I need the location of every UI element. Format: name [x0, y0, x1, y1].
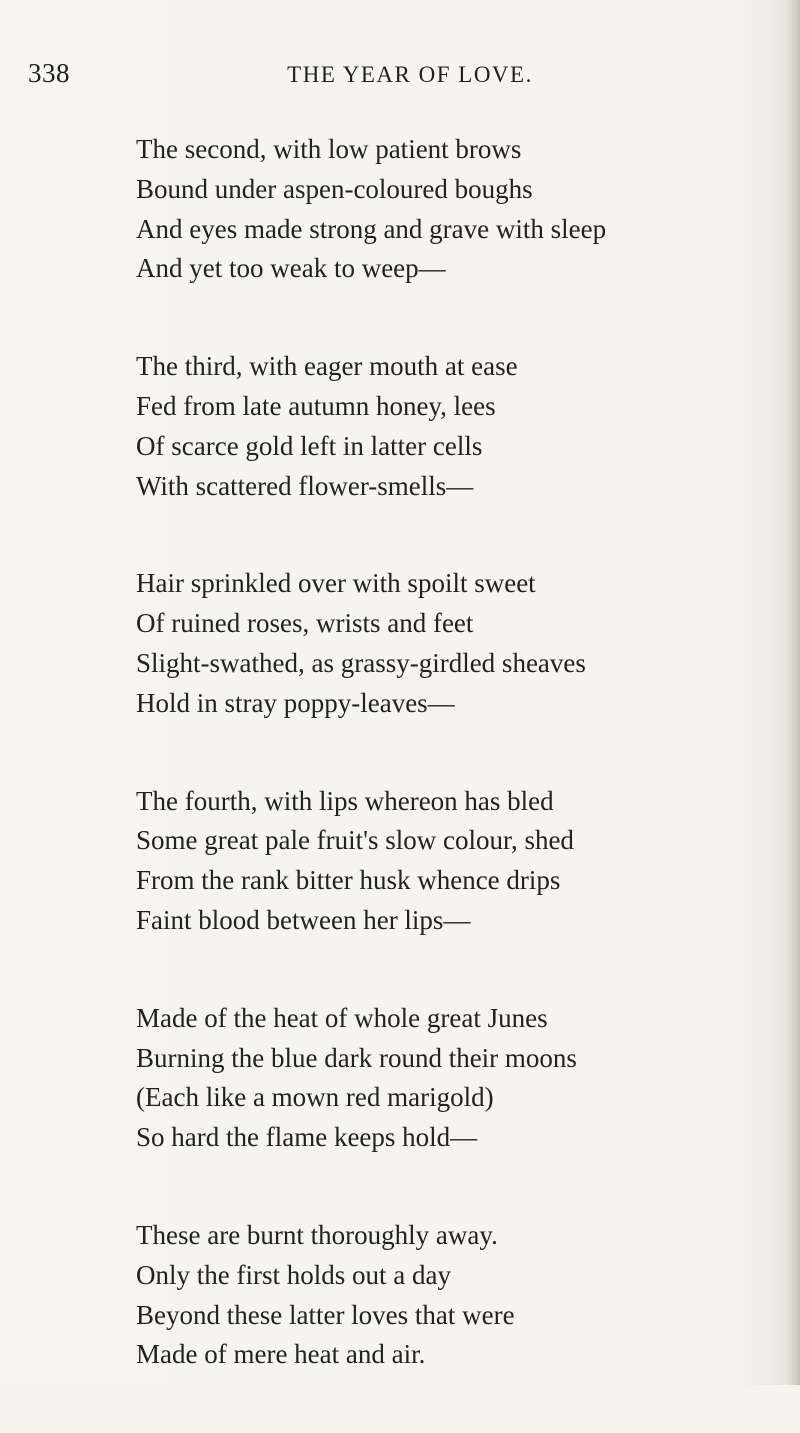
stanza-5 — [136, 999, 786, 1158]
poem-line: So hard the flame keeps hold— — [136, 1122, 478, 1153]
poem-line: Of ruined roses, wrists and feet — [136, 608, 474, 639]
poem-line: And yet too weak to weep— — [136, 253, 446, 284]
page-edge-shadow — [786, 0, 800, 1385]
poem-line: And eyes made strong and grave with sleep — [136, 213, 607, 244]
poem-line: (Each like a mown red marigold) — [136, 1082, 494, 1113]
poem-line: Beyond these latter loves that were — [136, 1299, 515, 1330]
poem-line: Burning the blue dark round their moons — [136, 1042, 577, 1073]
poem-body — [136, 130, 786, 1433]
stanza-4 — [136, 782, 786, 941]
poem-line: Hold in stray poppy-leaves— — [136, 687, 455, 718]
poem-line: Faint blood between her lips— — [136, 904, 471, 935]
poem-line: Only the first holds out a day — [136, 1259, 451, 1290]
stanza-3 — [136, 564, 786, 723]
running-header: THE YEAR OF LOVE. — [287, 62, 533, 87]
poem-line: Of scarce gold left in latter cells — [136, 430, 483, 461]
poem-line: The fourth, with lips whereon has bled — [136, 785, 554, 816]
poem-line: Made of mere heat and air. — [136, 1339, 426, 1370]
poem-line: Some great pale fruit's slow colour, shed — [136, 825, 574, 856]
poem-line: Slight-swathed, as grassy-girdled sheaves — [136, 647, 586, 678]
poem-line: Made of the heat of whole great Junes — [136, 1002, 548, 1033]
poem-line: With scattered flower-smells— — [136, 470, 474, 501]
poem-line: These are burnt thoroughly away. — [136, 1219, 498, 1250]
poem-line: The third, with eager mouth at ease — [136, 351, 518, 382]
poem-line: Hair sprinkled over with spoilt sweet — [136, 568, 536, 599]
page-number: 338 — [28, 58, 70, 88]
stanza-2 — [136, 347, 786, 506]
poem-line: Bound under aspen-coloured boughs — [136, 173, 533, 204]
poem-line: Fed from late autumn honey, lees — [136, 390, 496, 421]
stanza-6 — [136, 1216, 786, 1375]
poem-line: The second, with low patient brows — [136, 134, 522, 164]
stanza-1 — [136, 130, 786, 289]
poem-line: From the rank bitter husk whence drips — [136, 865, 561, 896]
